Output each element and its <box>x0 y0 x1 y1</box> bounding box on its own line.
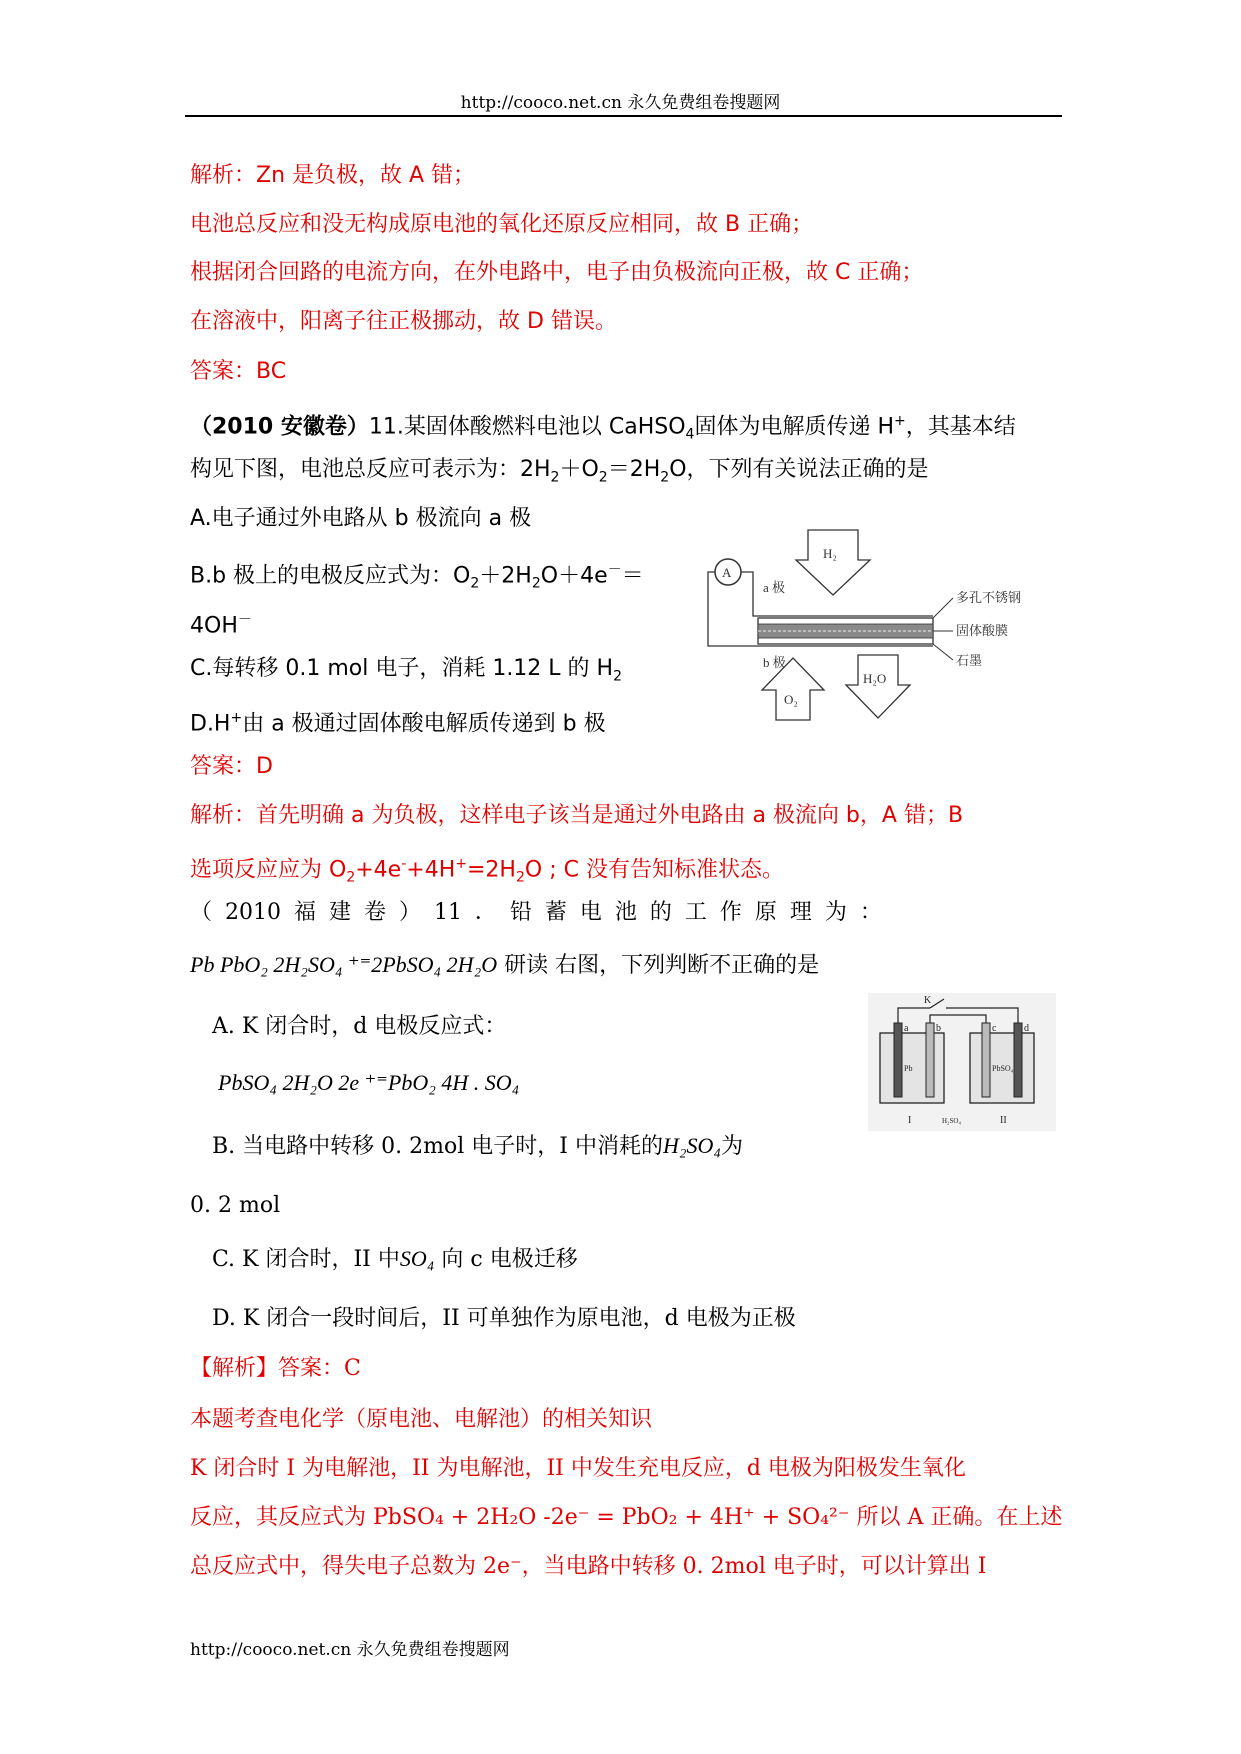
label-a-electrode: a 极 <box>763 580 786 595</box>
option-c <box>190 654 622 691</box>
h2o-outlet-arrow <box>846 655 910 718</box>
reason-line-3: 反应，其反应式为 PbSO₄ + 2H₂O -2e⁻ = PbO₂ + 4H⁺ + SO₄²⁻ 所以 A 正确。在上述 <box>190 1505 1063 1530</box>
reason-line-1: 本题考查电化学（原电池、电解池）的相关知识 <box>190 1407 653 1432</box>
o2-label: O₂ <box>784 692 798 707</box>
option-a: A.电子通过外电路从 b 极流向 a 极 <box>190 506 532 531</box>
explanation-line-2 <box>190 849 784 893</box>
exp2-c: +4e <box>355 857 402 883</box>
q11-text-a: 11.某固体酸燃料电池以 CaHSO <box>368 414 686 440</box>
exp2-sub1: 2 <box>346 869 356 886</box>
reason-line-4: 总反应式中，得失电子总数为 2e⁻，当电路中转移 0. 2mol 电子时，可以计算出 I <box>190 1554 987 1579</box>
fj-b-formula: H₂SO₄ <box>662 1133 722 1158</box>
fj-b-2: 为 <box>721 1134 744 1159</box>
q11-l2-c: ＋O <box>559 457 599 482</box>
analysis-line-4: 在溶液中，阳离子往正极挪动，故 D 错误。 <box>190 309 617 334</box>
opt-b-2: ＋2H <box>479 563 532 589</box>
q11-l2-sub3: 2 <box>660 469 670 486</box>
fujian-option-b-continued: 0. 2 mol <box>190 1193 281 1218</box>
opt-b-4: ＝ <box>621 563 644 589</box>
fujian-option-a-equation: PbSO₄ 2H₂O 2e ⁺⁼PbO₂ 4H . SO₄ <box>218 1070 520 1095</box>
fj-b-1: B. 当电路中转移 0. 2mol 电子时，I 中消耗的 <box>212 1134 663 1159</box>
opt-b-1: B.b 极上的电极反应式为：O <box>190 563 471 589</box>
analysis-line-2: 电池总反应和没无构成原电池的氧化还原反应相同，故 B 正确； <box>190 212 814 237</box>
label-b: b <box>936 1023 941 1034</box>
fj-c-formula: SO₄ <box>399 1246 435 1271</box>
q11-l2-sub1: 2 <box>550 469 560 486</box>
fujian-question-tail: 研读 右图，下列判断不正确的是 <box>497 953 820 978</box>
label-pb: Pb <box>904 1064 913 1073</box>
fujian-question-source: （ 2010 福 建 卷 ） 11 ． 铅 蓄 电 池 的 工 作 原 理 为 ： <box>190 900 882 925</box>
q11-text-e: ，其基本结 <box>905 414 1016 440</box>
option-b <box>190 555 644 599</box>
header-rule <box>185 115 1062 117</box>
fj-c-2: 向 c 电极迁移 <box>434 1247 578 1272</box>
label-d: d <box>1024 1023 1029 1034</box>
fj-c-1: C. K 闭合时，II 中 <box>212 1247 400 1272</box>
option-b-continued <box>190 605 252 641</box>
label-acid-film: 固体酸膜 <box>956 623 1009 638</box>
opt-d-2: 由 a 极通过固体酸电解质传递到 b 极 <box>242 711 606 737</box>
exp2-g: =2H <box>466 857 516 883</box>
opt-b-cont-sup: － <box>237 612 252 628</box>
label-cell-i: I <box>908 1115 912 1126</box>
electrode-d <box>1014 1023 1022 1097</box>
q11-sup: + <box>894 413 906 429</box>
option-d <box>190 703 606 739</box>
analysis-line-3: 根据闭合回路的电流方向，在外电路中，电子由负极流向正极，故 C 正确； <box>190 260 924 285</box>
label-c: c <box>992 1023 997 1034</box>
opt-b-sup: － <box>607 562 622 578</box>
exp2-i: O ; C 没有告知标准状态。 <box>524 857 784 883</box>
h2-label: H₂ <box>823 546 837 561</box>
opt-c-1: C.每转移 0.1 mol 电子，消耗 1.12 L 的 H <box>190 656 614 681</box>
exp2-sup2: + <box>455 856 467 872</box>
answer-line-1: 答案：BC <box>190 359 287 384</box>
switch-label: K <box>924 995 932 1006</box>
label-graphite: 石墨 <box>956 653 983 668</box>
label-a: a <box>904 1023 909 1034</box>
opt-b-3: O＋4e <box>540 563 608 589</box>
label-b-electrode: b 极 <box>763 655 786 670</box>
q11-l2-g: O，下列有关说法正确的是 <box>669 457 929 482</box>
label-cell-ii: II <box>1000 1115 1007 1126</box>
analysis-line-1: 解析：Zn 是负极，故 A 错； <box>190 163 476 188</box>
exp2-a: 选项反应应为 O <box>190 857 347 883</box>
fujian-equation-line <box>190 950 819 981</box>
fujian-option-d: D. K 闭合一段时间后，II 可单独作为原电池，d 电极为正极 <box>212 1306 796 1331</box>
opt-b-sub2: 2 <box>531 575 541 592</box>
q11-sub: 4 <box>685 426 695 443</box>
q11-l2-sub2: 2 <box>598 469 608 486</box>
answer-line-2: 答案：D <box>190 754 273 779</box>
q11-text-c: 固体为电解质传递 H <box>694 414 895 440</box>
opt-b-cont: 4OH <box>190 613 238 639</box>
fujian-equation: Pb PbO₂ 2H₂SO₄ ⁺⁼2PbSO₄ 2H₂O <box>190 952 498 977</box>
exp2-sub2: 2 <box>515 869 525 886</box>
opt-c-sub: 2 <box>613 668 623 685</box>
page-footer: http://cooco.net.cn 永久免费组卷搜题网 <box>190 1640 510 1660</box>
opt-b-sub1: 2 <box>470 575 480 592</box>
electrode-c <box>982 1023 990 1097</box>
ammeter-label: A <box>722 565 732 580</box>
reason-line-2: K 闭合时 I 为电解池，II 为电解池，II 中发生充电反应，d 电极为阳极发生氧化 <box>190 1456 966 1481</box>
exp2-e: +4H <box>406 857 456 883</box>
lead-acid-cell-diagram <box>868 993 1056 1131</box>
h2o-label: H₂O <box>863 671 887 686</box>
opt-d-1: D.H <box>190 711 231 737</box>
question-11-line-1 <box>190 406 1016 450</box>
leader-1 <box>933 598 953 618</box>
q11-l2-a: 构见下图，电池总反应可表示为：2H <box>190 457 551 482</box>
electrode-a <box>894 1023 902 1097</box>
fujian-option-b <box>212 1131 743 1162</box>
leader-3 <box>933 644 953 660</box>
fuel-cell-diagram <box>688 520 1088 730</box>
page-header: http://cooco.net.cn 永久免费组卷搜题网 <box>460 93 781 113</box>
question-source: （2010 安徽卷） <box>190 414 369 440</box>
label-porous-steel: 多孔不锈钢 <box>956 590 1022 605</box>
q11-l2-e: ＝2H <box>607 457 661 482</box>
label-electrolyte: H₂SO₄ <box>942 1117 961 1125</box>
h2-inlet-arrow <box>796 530 870 595</box>
question-11-line-2 <box>190 455 929 492</box>
fujian-option-a: A. K 闭合时，d 电极反应式： <box>212 1014 507 1039</box>
electrode-b <box>926 1023 934 1097</box>
explanation-line-1: 解析：首先明确 a 为负极，这样电子该当是通过外电路由 a 极流向 b，A 错；B <box>190 803 964 828</box>
opt-d-sup: + <box>230 710 243 726</box>
jiexi-answer: 【解析】答案：C <box>190 1356 361 1381</box>
label-pbso4: PbSO₄ <box>992 1064 1014 1073</box>
exp2-sup1: - <box>401 856 407 872</box>
fujian-option-c <box>212 1244 578 1275</box>
